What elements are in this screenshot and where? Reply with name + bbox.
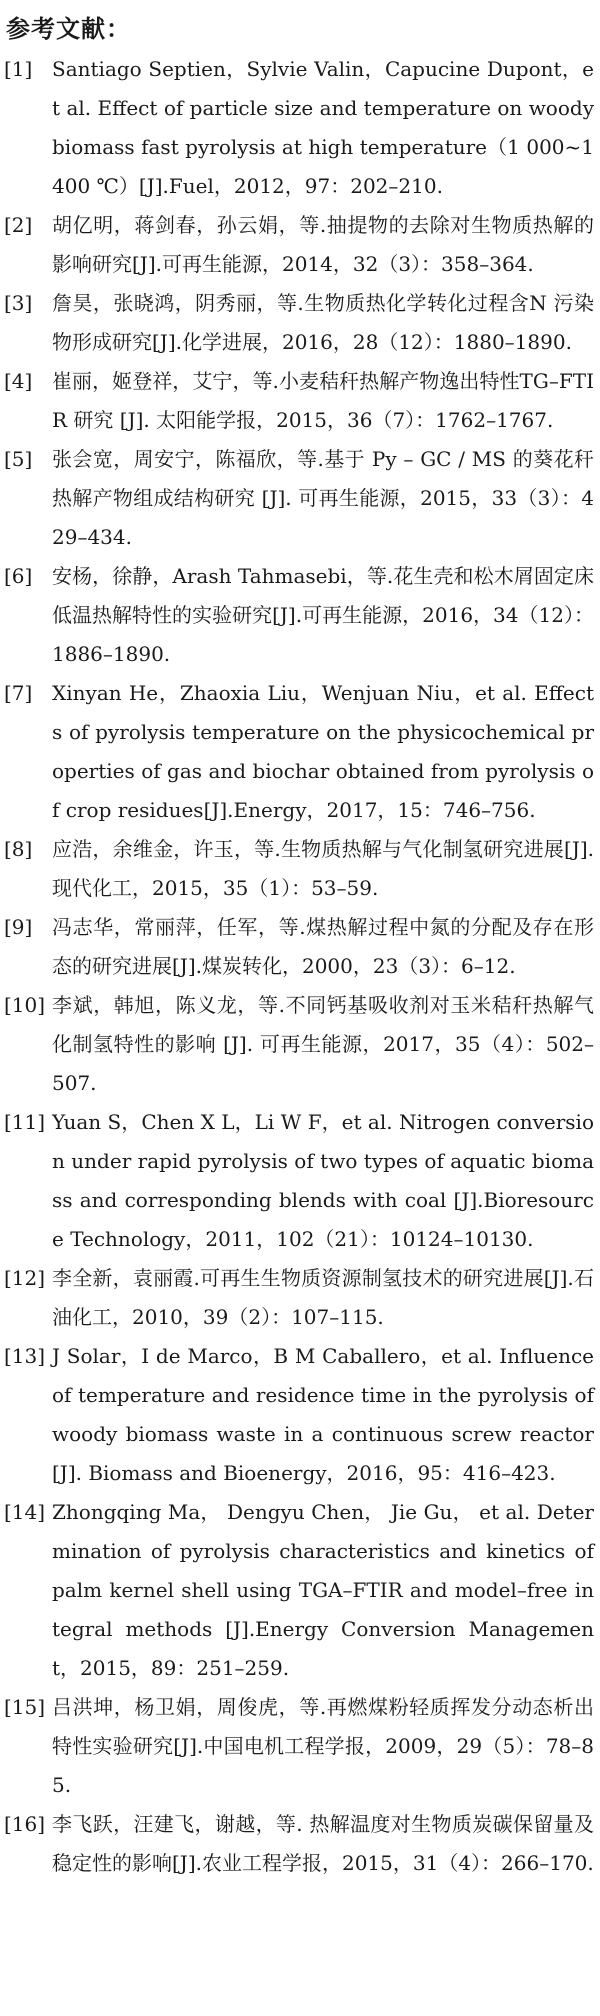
reference-text: 吕洪坤，杨卫娟，周俊虎，等.再燃煤粉轻质挥发分动态析出特性实验研究[J].中国电机工程学报，2009，29（5）：78–85. bbox=[52, 1695, 594, 1797]
reference-number: [8] bbox=[4, 837, 33, 861]
reference-item bbox=[0, 1493, 600, 1688]
reference-number: [16] bbox=[4, 1812, 46, 1836]
reference-number: [10] bbox=[4, 993, 46, 1017]
reference-number: [2] bbox=[4, 213, 33, 237]
reference-item bbox=[0, 1688, 600, 1805]
reference-item bbox=[0, 986, 600, 1103]
reference-text: 胡亿明，蒋剑春，孙云娟，等.抽提物的去除对生物质热解的影响研究[J].可再生能源，2014，32（3）：358–364. bbox=[52, 213, 594, 276]
reference-item bbox=[0, 557, 600, 674]
reference-number: [6] bbox=[4, 564, 33, 588]
reference-text: 冯志华，常丽萍，任军，等.煤热解过程中氮的分配及存在形态的研究进展[J].煤炭转化，2000，23（3）：6–12. bbox=[52, 915, 594, 978]
reference-item bbox=[0, 1337, 600, 1493]
reference-text: 李全新，袁丽霞.可再生生物质资源制氢技术的研究进展[J].石油化工，2010，39（2）：107–115. bbox=[52, 1266, 594, 1329]
reference-text: 詹昊，张晓鸿，阴秀丽，等.生物质热化学转化过程含N 污染物形成研究[J].化学进展，2016，28（12）：1880–1890. bbox=[52, 291, 594, 354]
reference-number: [14] bbox=[4, 1500, 46, 1524]
reference-item bbox=[0, 50, 600, 206]
reference-item bbox=[0, 440, 600, 557]
reference-text: Xinyan He，Zhaoxia Liu，Wenjuan Niu，et al. Effects of pyrolysis temperature on the physicochemical properties of gas and biochar obtained from pyrolysis of crop residues[J].Energy，2017，15：746–756. bbox=[52, 681, 594, 822]
reference-item bbox=[0, 674, 600, 830]
reference-number: [5] bbox=[4, 447, 33, 471]
reference-text: 李斌，韩旭，陈义龙，等.不同钙基吸收剂对玉米秸秆热解气化制氢特性的影响 [J]. 可再生能源，2017，35（4）：502–507. bbox=[52, 993, 594, 1095]
reference-number: [9] bbox=[4, 915, 33, 939]
reference-item bbox=[0, 1805, 600, 1883]
reference-item bbox=[0, 1259, 600, 1337]
reference-item bbox=[0, 1103, 600, 1259]
references-heading: 参考文献： bbox=[6, 14, 131, 43]
reference-list bbox=[0, 50, 600, 1883]
reference-number: [1] bbox=[4, 57, 33, 81]
reference-number: [13] bbox=[4, 1344, 46, 1368]
reference-number: [15] bbox=[4, 1695, 46, 1719]
reference-item bbox=[0, 830, 600, 908]
reference-number: [7] bbox=[4, 681, 33, 705]
reference-text: J Solar，I de Marco，B M Caballero，et al. Influence of temperature and residence time in the pyrolysis of woody biomass waste in a continuous screw reactor[J]. Biomass and Bioenergy，2016，95：416–423. bbox=[52, 1344, 594, 1485]
reference-text: 安杨，徐静，Arash Tahmasebi，等.花生壳和松木屑固定床低温热解特性的实验研究[J].可再生能源，2016，34（12）：1886–1890. bbox=[52, 564, 594, 666]
reference-text: 张会宽，周安宁，陈福欣，等.基于 Py – GC / MS 的葵花秆热解产物组成结构研究 [J]. 可再生能源，2015，33（3）：429–434. bbox=[52, 447, 594, 549]
reference-item bbox=[0, 206, 600, 284]
reference-number: [12] bbox=[4, 1266, 46, 1290]
reference-text: Zhongqing Ma， Dengyu Chen， Jie Gu， et al. Determination of pyrolysis characteristics and kinetics of palm kernel shell using TGA–FTIR and model–free integral methods [J].Energy Conversion Management，2015，89：251–259. bbox=[52, 1500, 594, 1680]
reference-number: [3] bbox=[4, 291, 33, 315]
reference-item bbox=[0, 362, 600, 440]
reference-number: [11] bbox=[4, 1110, 46, 1134]
reference-item bbox=[0, 908, 600, 986]
reference-text: Santiago Septien，Sylvie Valin，Capucine Dupont，et al. Effect of particle size and temperature on woody biomass fast pyrolysis at high temperature（1 000~1 400 ℃）[J].Fuel，2012，97：202–210. bbox=[52, 57, 594, 198]
reference-text: 应浩，余维金，许玉，等.生物质热解与气化制氢研究进展[J].现代化工，2015，35（1）：53–59. bbox=[52, 837, 594, 900]
reference-text: Yuan S，Chen X L，Li W F，et al. Nitrogen conversion under rapid pyrolysis of two types of aquatic biomass and corresponding blends with coal [J].Bioresource Technology，2011，102（21）：10124–10130. bbox=[52, 1110, 594, 1251]
reference-text: 李飞跃，汪建飞，谢越，等. 热解温度对生物质炭碳保留量及稳定性的影响[J].农业工程学报，2015，31（4）：266–170. bbox=[52, 1812, 594, 1875]
reference-text: 崔丽，姬登祥，艾宁，等.小麦秸秆热解产物逸出特性TG–FTIR 研究 [J]. 太阳能学报，2015，36（7）：1762–1767. bbox=[52, 369, 594, 432]
reference-number: [4] bbox=[4, 369, 33, 393]
reference-item bbox=[0, 284, 600, 362]
